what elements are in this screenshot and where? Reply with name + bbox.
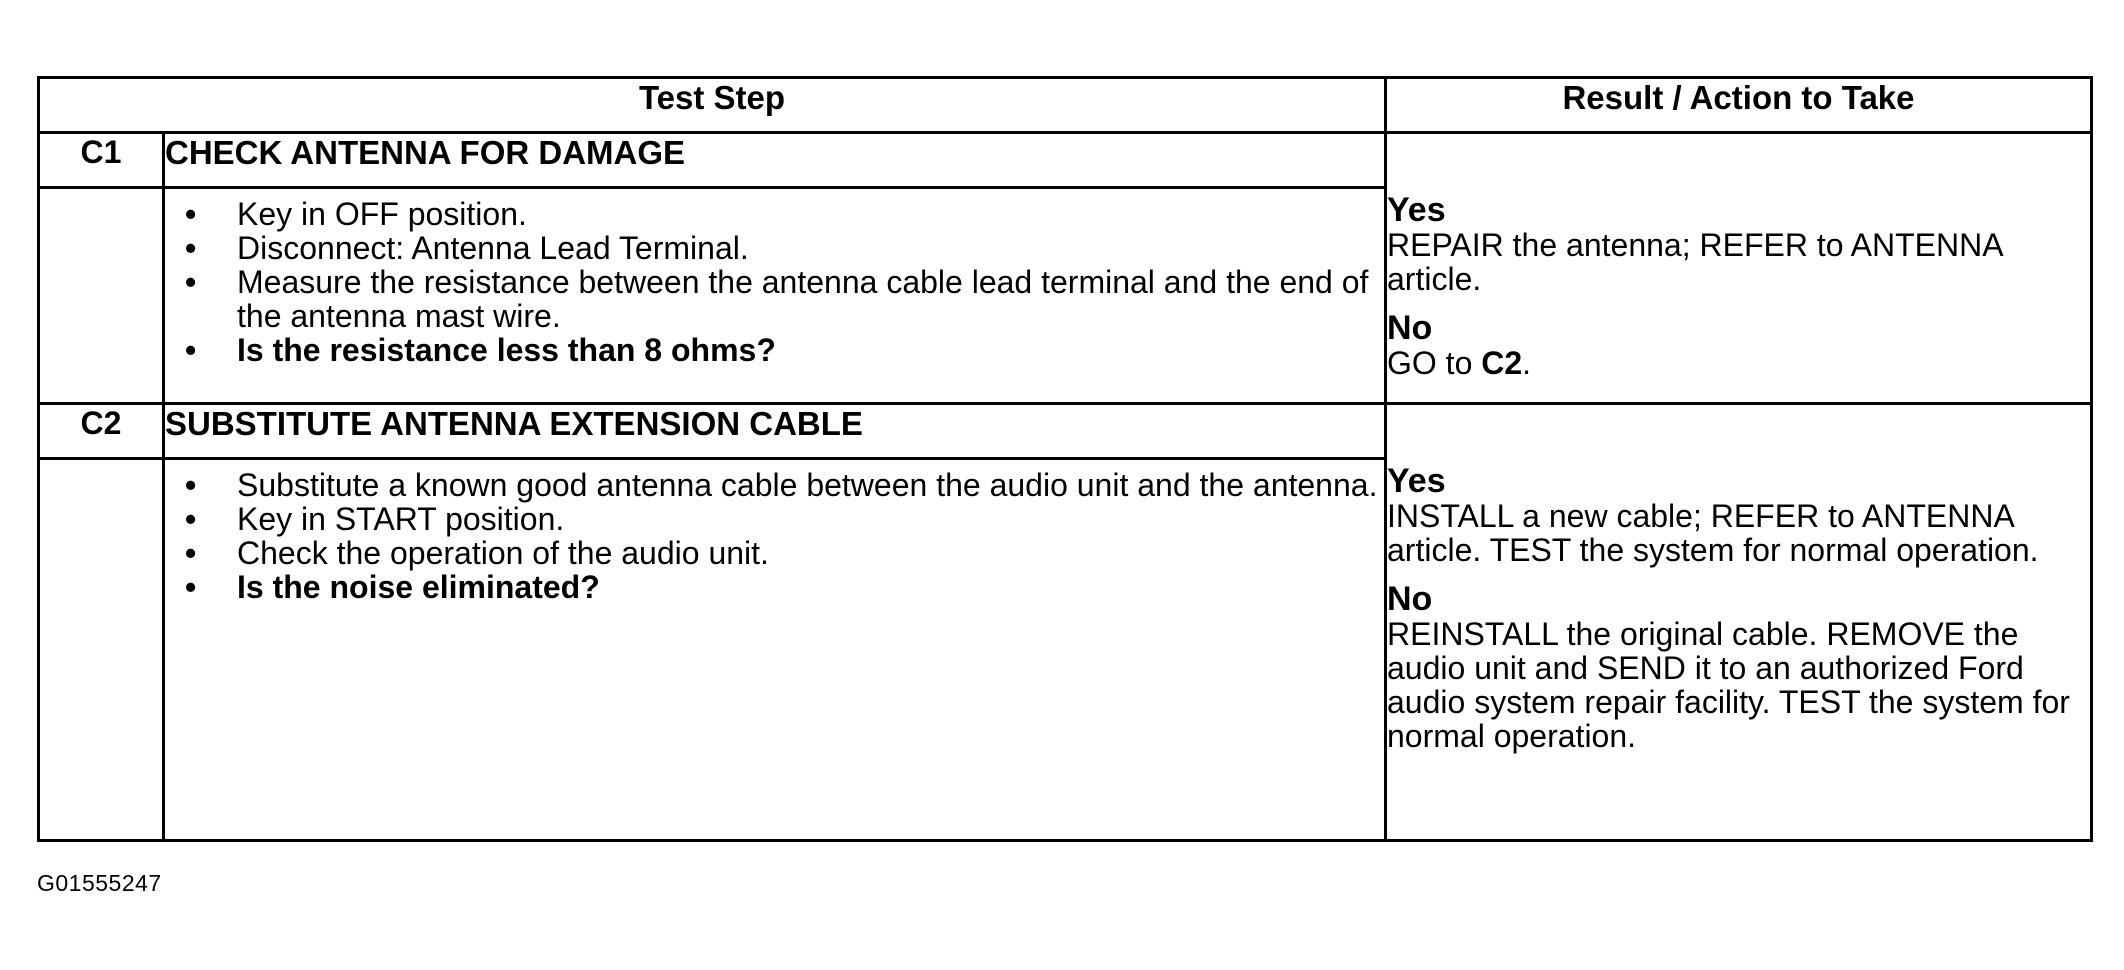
yes-label: Yes xyxy=(1387,191,1446,229)
list-item: • Key in OFF position. xyxy=(237,197,1384,231)
step-id-spacer xyxy=(39,459,164,841)
step-c2-title-row xyxy=(39,404,2092,459)
step-id-spacer xyxy=(39,188,164,404)
no-action-suffix: . xyxy=(1522,345,1532,381)
no-label: No xyxy=(1387,580,1433,618)
step-title: CHECK ANTENNA FOR DAMAGE xyxy=(164,133,1386,188)
step-question: • Is the noise eliminated? xyxy=(237,570,1384,604)
instruction-list xyxy=(165,468,1384,604)
no-action-text: GO to xyxy=(1387,345,1482,381)
no-action: REINSTALL the original cable. REMOVE the audio unit and SEND it to an authorized Ford audio system repair facility. TEST the system for normal operation. xyxy=(1387,616,2070,754)
step-c2-result xyxy=(1386,404,2092,841)
step-question: • Is the resistance less than 8 ohms? xyxy=(237,333,1384,367)
test-step-document xyxy=(37,76,2090,851)
instruction-list xyxy=(165,197,1384,367)
table-header-row xyxy=(39,78,2092,133)
list-item: • Disconnect: Antenna Lead Terminal. xyxy=(237,231,1384,265)
step-title: SUBSTITUTE ANTENNA EXTENSION CABLE xyxy=(164,404,1386,459)
step-c1-title-row xyxy=(39,133,2092,188)
step-c1-result xyxy=(1386,133,2092,404)
no-action xyxy=(1387,346,2090,380)
list-item: • Check the operation of the audio unit. xyxy=(237,536,1384,570)
yes-action: REPAIR the antenna; REFER to ANTENNA article. xyxy=(1387,227,2002,297)
yes-action: INSTALL a new cable; REFER to ANTENNA article. TEST the system for normal operation. xyxy=(1387,498,2039,568)
result-action-header: Result / Action to Take xyxy=(1386,78,2092,133)
yes-label: Yes xyxy=(1387,462,1446,500)
list-item: • Measure the resistance between the antenna cable lead terminal and the end of the antenna mast wire. xyxy=(237,265,1384,333)
test-step-header: Test Step xyxy=(39,78,1386,133)
no-label: No xyxy=(1387,309,1433,347)
step-id: C1 xyxy=(39,133,164,188)
list-item: • Key in START position. xyxy=(237,502,1384,536)
test-step-table xyxy=(37,76,2093,842)
no-action-step-ref: C2 xyxy=(1481,345,1523,381)
list-item: • Substitute a known good antenna cable between the audio unit and the antenna. xyxy=(237,468,1384,502)
step-id: C2 xyxy=(39,404,164,459)
step-c1-instructions xyxy=(164,188,1386,404)
step-c2-instructions xyxy=(164,459,1386,841)
figure-id: G01555247 xyxy=(37,870,162,896)
